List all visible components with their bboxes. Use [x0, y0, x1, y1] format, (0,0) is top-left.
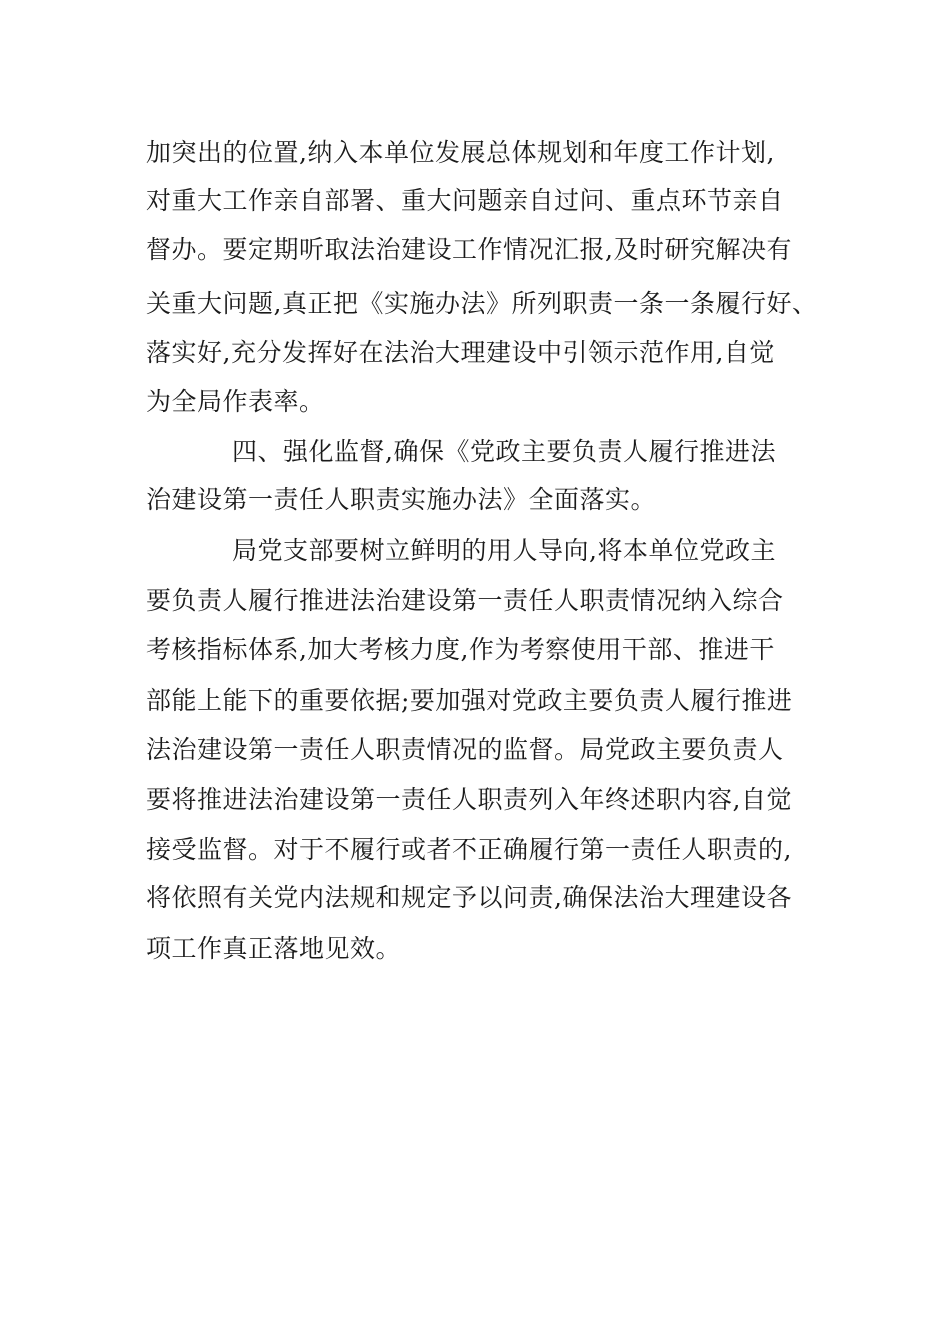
- paragraph-line: 接受监督。对于不履行或者不正确履行第一责任人职责的,: [146, 835, 792, 864]
- paragraph-line: 为全局作表率。: [146, 387, 325, 416]
- paragraph-line: 要负责人履行推进法治建设第一责任人职责情况纳入综合: [146, 586, 784, 615]
- paragraph-line: 部能上能下的重要依据;要加强对党政主要负责人履行推进: [146, 686, 793, 715]
- paragraph-line: 要将推进法治建设第一责任人职责列入年终述职内容,自觉: [146, 785, 792, 814]
- section-heading-line: 四、强化监督,确保《党政主要负责人履行推进法: [232, 437, 776, 466]
- paragraph-line: 局党支部要树立鲜明的用人导向,将本单位党政主: [232, 536, 776, 565]
- paragraph-line: 督办。要定期听取法治建设工作情况汇报,及时研究解决有: [146, 235, 792, 264]
- paragraph-line: 加突出的位置,纳入本单位发展总体规划和年度工作计划,: [146, 138, 775, 167]
- paragraph-line: 考核指标体系,加大考核力度,作为考察使用干部、推进干: [146, 635, 775, 664]
- paragraph-line: 关重大问题,真正把《实施办法》所列职责一条一条履行好、: [146, 289, 818, 318]
- paragraph-line: 项工作真正落地见效。: [146, 934, 402, 963]
- section-heading-line: 治建设第一责任人职责实施办法》全面落实。: [146, 485, 657, 514]
- paragraph-line: 对重大工作亲自部署、重大问题亲自过问、重点环节亲自: [146, 186, 784, 215]
- paragraph-line: 法治建设第一责任人职责情况的监督。局党政主要负责人: [146, 735, 784, 764]
- paragraph-line: 将依照有关党内法规和规定予以问责,确保法治大理建设各: [146, 883, 792, 912]
- paragraph-line: 落实好,充分发挥好在法治大理建设中引领示范作用,自觉: [146, 338, 775, 367]
